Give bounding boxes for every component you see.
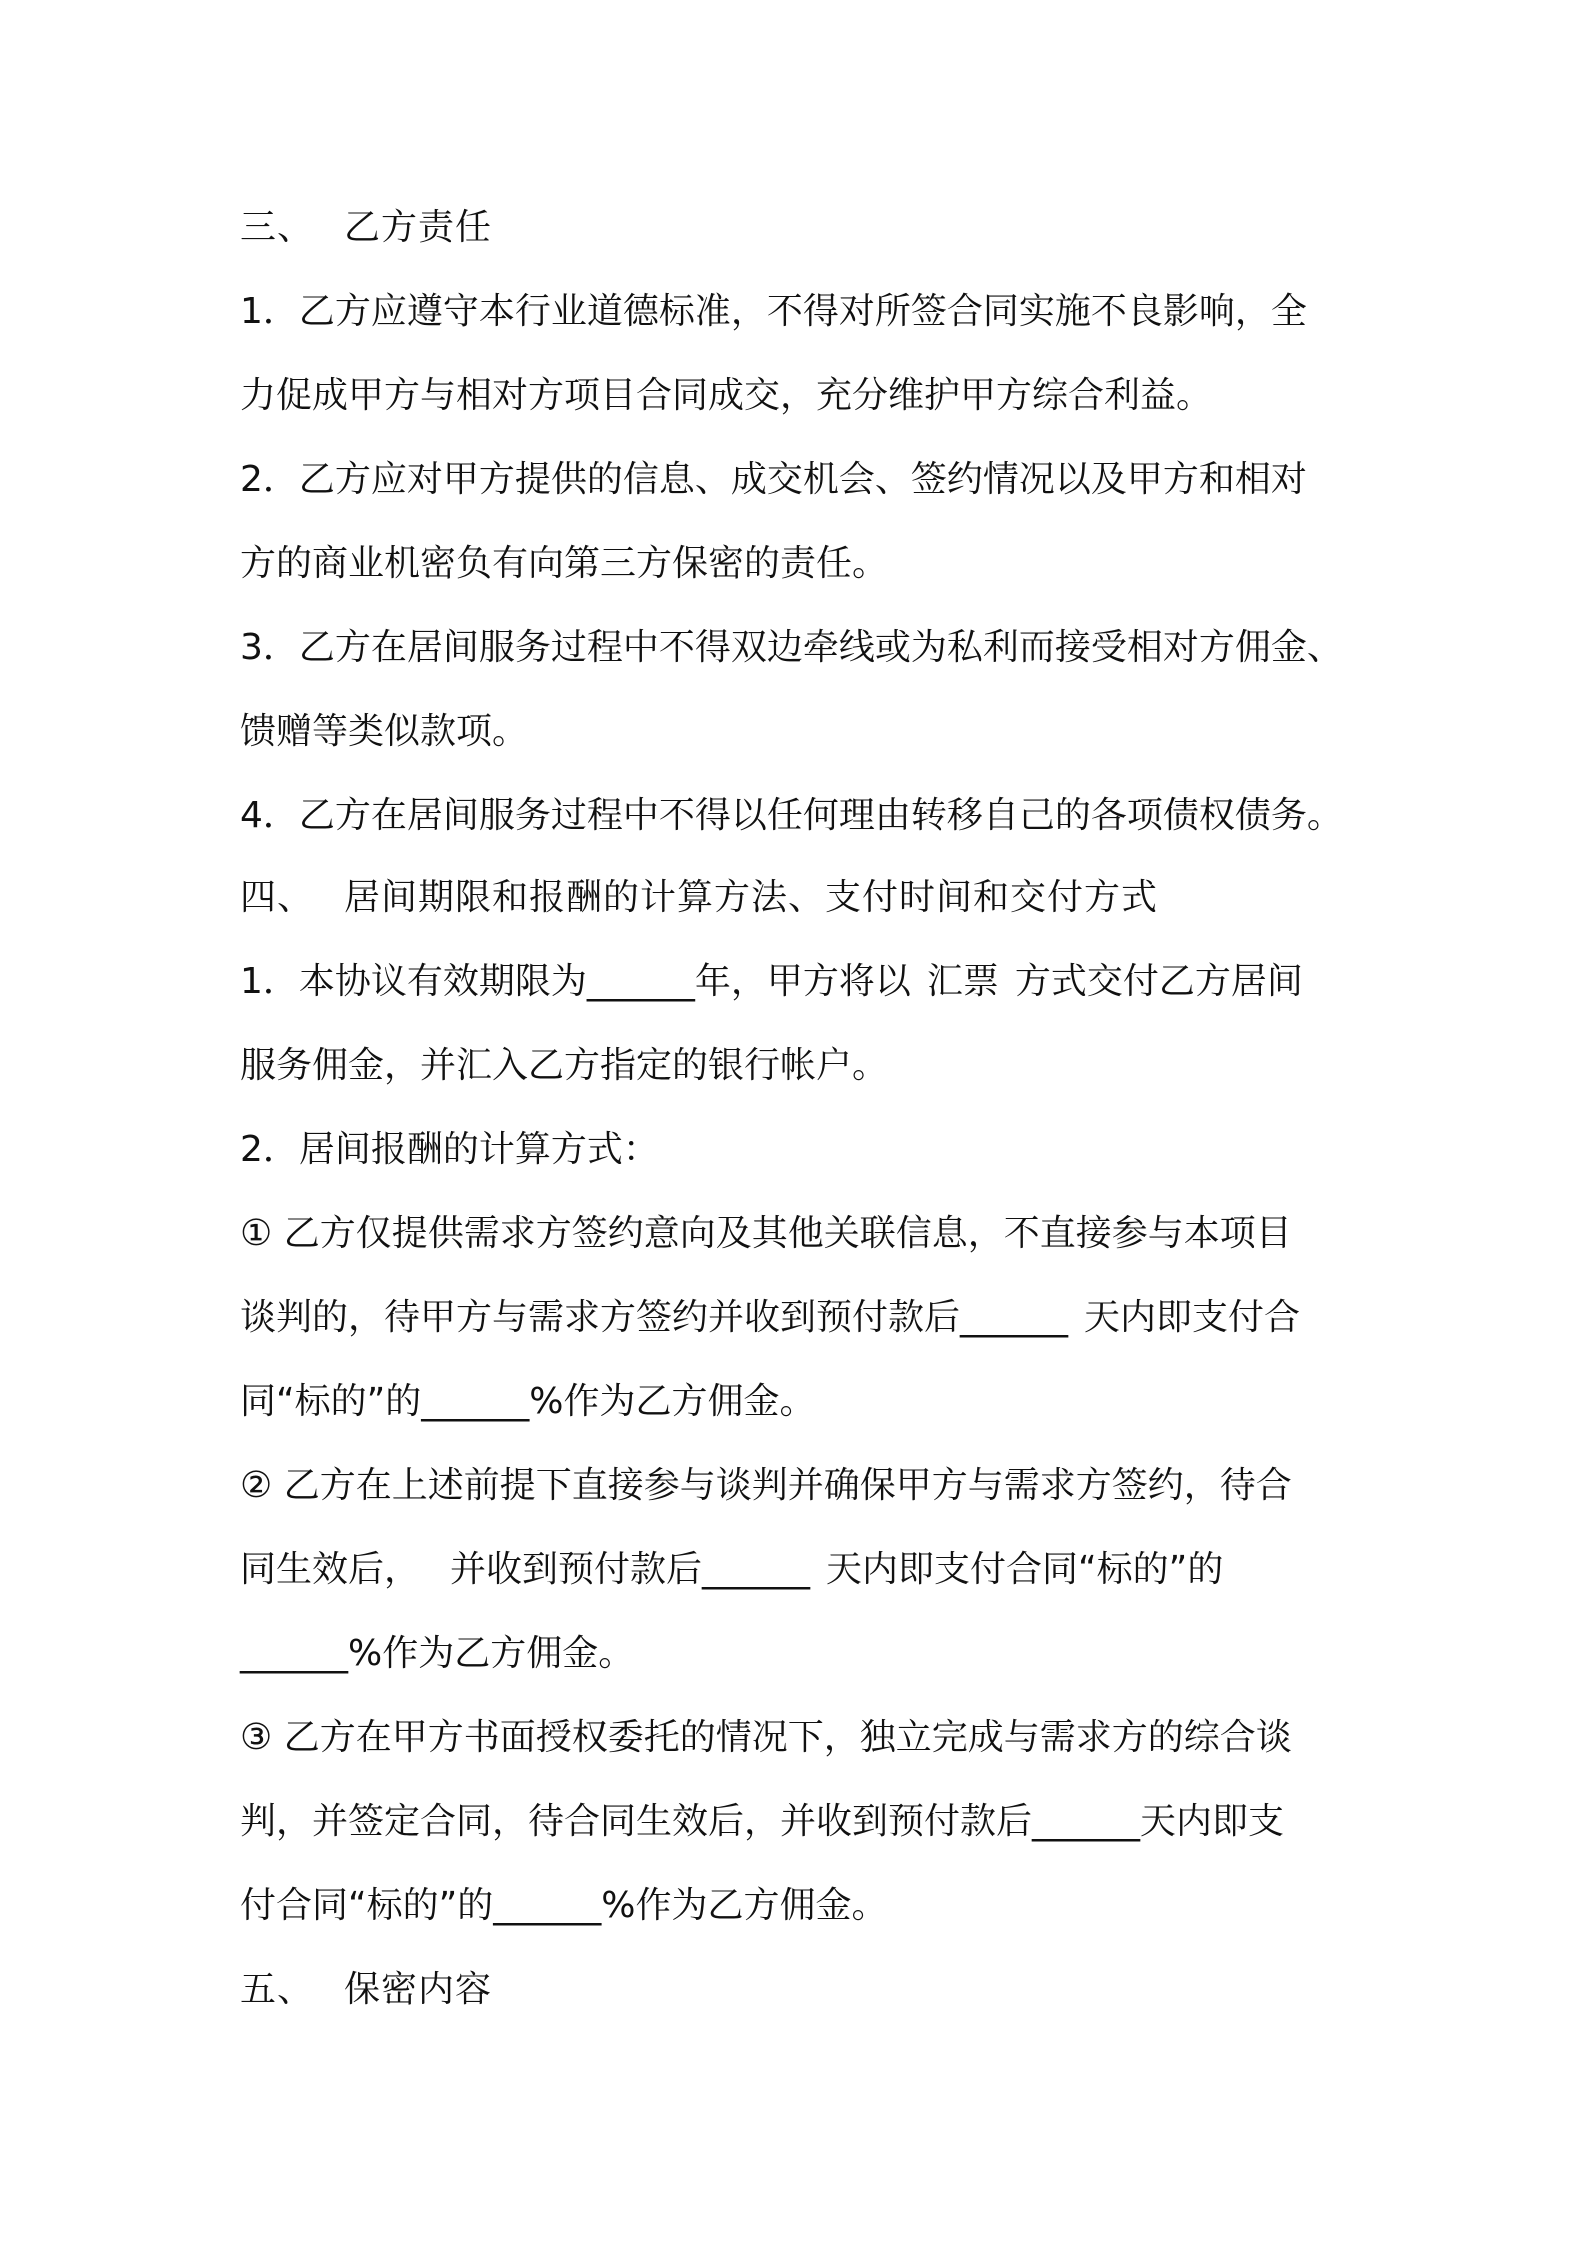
clause-2-line-2: [240, 1548, 1223, 1592]
payment-method-value: 汇票: [926, 961, 999, 1002]
clause-1-line-2-a: 谈判的，待甲方与需求方签约并收到预付款后______: [240, 1297, 1069, 1338]
section-4-item-1-text-c: 方式交付乙方居间: [1014, 961, 1303, 1002]
section-3-heading: [240, 206, 492, 250]
clause-3-line-2: 判，并签定合同，待合同生效后，并收到预付款后______天内即支: [240, 1801, 1285, 1842]
clause-2-line-1: ② 乙方在上述前提下直接参与谈判并确保甲方与需求方签约，待合: [240, 1465, 1292, 1506]
section-3-item-3-line-1: 3．乙方在居间服务过程中不得双边牵线或为私利而接受相对方佣金、: [240, 627, 1343, 668]
section-3-item-4: 4．乙方在居间服务过程中不得以任何理由转移自己的各项债权债务。: [240, 795, 1343, 836]
section-4-item-1-line-2: 服务佣金，并汇入乙方指定的银行帐户。: [240, 1045, 889, 1086]
clause-1-line-3: 同“标的”的______%作为乙方佣金。: [240, 1381, 816, 1422]
section-4-number: 四、: [240, 877, 315, 918]
section-5-heading: [240, 1968, 492, 2012]
section-4-heading: [240, 876, 1158, 920]
section-4-item-1-line-1: [240, 960, 1303, 1004]
section-4-title: 居间期限和报酬的计算方法、支付时间和交付方式: [344, 877, 1159, 918]
clause-2-line-3: ______%作为乙方佣金。: [240, 1633, 635, 1674]
section-3-number: 三、: [240, 207, 315, 248]
section-4-item-2: 2．居间报酬的计算方式：: [240, 1129, 659, 1170]
section-3-item-2-line-2: 方的商业机密负有向第三方保密的责任。: [240, 543, 889, 584]
clause-1-line-1: ① 乙方仅提供需求方签约意向及其他关联信息，不直接参与本项目: [240, 1213, 1292, 1254]
clause-2-line-2-a: 同生效后，: [240, 1549, 421, 1590]
section-3-item-2-line-1: 2．乙方应对甲方提供的信息、成交机会、签约情况以及甲方和相对: [240, 459, 1307, 500]
clause-2-line-2-b: 并收到预付款后______: [450, 1549, 811, 1590]
clause-1-line-2-b: 天内即支付合: [1084, 1297, 1301, 1338]
section-4-item-1-text-a: 1．本协议有效期限为______年，甲方将以: [240, 961, 911, 1002]
clause-3-line-1: ③ 乙方在甲方书面授权委托的情况下，独立完成与需求方的综合谈: [240, 1717, 1292, 1758]
clause-1-line-2: [240, 1296, 1300, 1340]
clause-2-line-2-c: 天内即支付合同“标的”的: [826, 1549, 1224, 1590]
section-3-item-1-line-2: 力促成甲方与相对方项目合同成交，充分维护甲方综合利益。: [240, 375, 1213, 416]
section-3-title: 乙方责任: [344, 207, 493, 248]
section-3-item-3-line-2: 馈赠等类似款项。: [240, 711, 529, 752]
clause-3-line-3: 付合同“标的”的______%作为乙方佣金。: [240, 1885, 888, 1926]
section-5-number: 五、: [240, 1969, 315, 2010]
section-3-item-1-line-1: 1．乙方应遵守本行业道德标准，不得对所签合同实施不良影响，全: [240, 291, 1307, 332]
section-5-title: 保密内容: [344, 1969, 493, 2010]
